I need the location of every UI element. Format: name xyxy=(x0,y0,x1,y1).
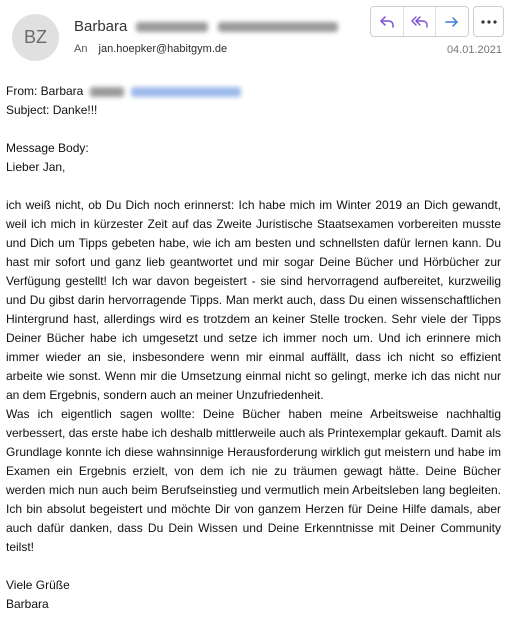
sender-name xyxy=(74,18,338,35)
message-body-label: Message Body: xyxy=(6,141,89,155)
reply-all-button[interactable] xyxy=(404,7,437,36)
reply-all-icon xyxy=(411,15,428,29)
subject-line: Subject: Danke!!! xyxy=(6,103,98,117)
redacted-surname xyxy=(90,87,124,97)
sender-first-name: Barbara xyxy=(74,18,128,35)
recipient-email[interactable]: jan.hoepker@habitgym.de xyxy=(98,43,228,55)
recipient-label: An xyxy=(74,43,88,55)
redacted-surname xyxy=(136,22,208,32)
forward-button[interactable] xyxy=(436,7,468,36)
paragraph-2: Was ich eigentlich sagen wollte: Deine Bücher haben meine Arbeitsweise nachhaltig verbessert, das erste habe ich deshalb mittlerweile auch als Printexemplar gekauft. Damit als Grundlage konnte ich diese wahnsinnige Herausforderung wirklich gut meistern und habe im Examen ein Ergebnis erzielt, von dem ich nie zu träumen gewagt hätte. Deine Bücher werden mich nun auch beim Berufseinstieg und vermutlich mein Arbeitsleben lang begleiten. Ich bin absolut begeistert und möchte Dir von ganzem Herzen für Deine Hilfe damals, aber auch dafür danken, dass Du Dein Wissen und Deine Erkenntnisse mit Deiner Community teilst! xyxy=(6,407,501,554)
more-icon xyxy=(481,20,497,24)
closing: Viele Grüße xyxy=(6,578,70,592)
reply-icon xyxy=(379,15,395,29)
from-line xyxy=(6,82,501,101)
recipient-row xyxy=(74,43,227,55)
signature: Barbara xyxy=(6,597,49,611)
message-date: 04.01.2021 xyxy=(446,44,502,56)
greeting: Lieber Jan, xyxy=(6,160,66,174)
forward-icon xyxy=(444,15,460,29)
reply-actions-group xyxy=(370,6,469,37)
from-label: From: Barbara xyxy=(6,84,84,98)
more-options-button[interactable] xyxy=(473,6,504,37)
redacted-sender-email xyxy=(218,22,338,32)
message-body xyxy=(6,82,501,614)
redacted-email-link xyxy=(131,87,241,97)
message-header xyxy=(0,0,510,70)
avatar[interactable]: BZ xyxy=(12,14,59,61)
reply-button[interactable] xyxy=(371,7,404,36)
paragraph-1: ich weiß nicht, ob Du Dich noch erinnerst: Ich habe mich im Winter 2019 an Dich gewandt, weil ich mich in kürzester Zeit auf das Zweite Juristische Staatsexamen vorbereiten musste und Dich um Tipps gebeten habe, wie ich am besten und schnellsten dafür lernen kann. Du hast mir sofort und ganz lieb geantwortet und mir sogar Deine Bücher und Hörbücher zur Verfügung gestellt! Ich war davon begeistert - sie sind hervorragend aufbereitet, kurzweilig und Du gibst darin hervorragende Tipps. Man merkt auch, dass Du einen wissenschaftlichen Hintergrund hast, allerdings wird es trotzdem an keiner Stelle trocken. Sehr viele der Tipps Deiner Bücher habe ich umgesetzt und setze ich immer noch um. Und ich erinnere mich immer wieder an sie, insbesondere wenn mir einmal auffällt, dass ich nicht so effizient arbeite wie sonst. Wenn mir die Umsetzung einmal nicht so gelingt, merke ich das nicht nur an dem Ergebnis, sondern auch an meiner Unzufriedenheit. xyxy=(6,198,501,402)
